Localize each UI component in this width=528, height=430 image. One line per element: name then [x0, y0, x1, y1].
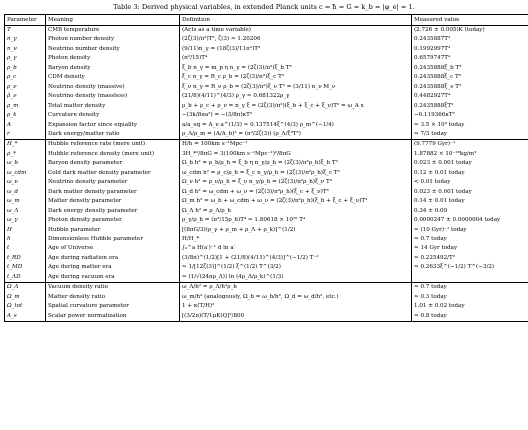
value-cell: 0.12 ± 0.01 today	[412, 169, 528, 178]
value-cell: 0.0000247 ± 0.0000004 today	[412, 216, 528, 225]
table-row	[5, 226, 528, 235]
value-cell: −0.119366κT²	[412, 111, 528, 120]
definition-cell: Ω_ν h² = ρ_ν/ρ_h = ξ_ν n_γ/ρ_h = (2ζ(3)/π²ρ_h)ξ_ν T³	[180, 178, 412, 187]
meaning-cell: Matter density ratio	[46, 293, 180, 302]
parameter-cell: ρ_k	[5, 111, 46, 120]
meaning-cell: CMB temperature	[46, 26, 180, 36]
definition-cell: H/H_*	[180, 235, 412, 244]
meaning-cell: Dark energy density parameter	[46, 207, 180, 216]
table-caption: Table 3: Derived physical variables, in extended Planck units c = ħ = G = k_b = |φ_e| = 1.	[113, 3, 415, 11]
value-cell: (2.726 ± 0.005)K (today)	[412, 26, 528, 36]
parameter-cell: Ω_tot	[5, 302, 46, 311]
value-cell: ≈ 7/3 today	[412, 130, 528, 140]
parameter-cell: ρ_γ	[5, 54, 46, 63]
table-row	[5, 64, 528, 73]
meaning-cell: Total matter density	[46, 102, 180, 111]
meaning-cell: Hubble parameter	[46, 226, 180, 235]
table-body	[5, 26, 528, 322]
definition-cell: ξ_c n_γ = R_c ρ_b = (2ζ(3)/π²)ξ_c T³	[180, 73, 412, 82]
definition-cell: (Acts as a time variable)	[180, 26, 412, 36]
header-definition: Definition	[180, 15, 412, 26]
meaning-cell: Hubble reference density (mere unit)	[46, 150, 180, 159]
table-row	[5, 121, 528, 130]
parameter-cell: H_*	[5, 140, 46, 150]
parameter-cell: Ω_m	[5, 293, 46, 302]
parameter-cell: A_s	[5, 312, 46, 322]
parameter-cell: ω_m	[5, 197, 46, 206]
parameter-cell: n_γ	[5, 35, 46, 44]
parameter-cell: A	[5, 121, 46, 130]
table-row	[5, 283, 528, 293]
parameter-cell: h	[5, 235, 46, 244]
physical-variables-table	[4, 14, 528, 322]
parameter-cell: ρ_c	[5, 73, 46, 82]
definition-cell: Ω_m h² = ω_b + ω_cdm + ω_ν = (2ζ(3)/π²ρ_h)(ξ_b + ξ_c + ξ_ν)T³	[180, 197, 412, 206]
parameter-cell: r	[5, 130, 46, 140]
meaning-cell: Age during radiation era	[46, 254, 180, 263]
meaning-cell: Dimensionless Hubble parameter	[46, 235, 180, 244]
table-row	[5, 216, 528, 225]
definition-cell: H/h = 100km s⁻¹Mpc⁻¹	[180, 140, 412, 150]
meaning-cell: Neutrino number density	[46, 45, 180, 54]
value-cell: ≈ 0.2633ξ^(−1/2) T^(−3/2)	[412, 263, 528, 272]
definition-cell: −(3k/8πa²) = −(3/8π)κT²	[180, 111, 412, 120]
table-row	[5, 244, 528, 253]
table-row	[5, 102, 528, 111]
meaning-cell: Hubble reference rate (mere unit)	[46, 140, 180, 150]
table-row	[5, 130, 528, 140]
meaning-cell: Dark energy/matter ratio	[46, 130, 180, 140]
table-row	[5, 235, 528, 244]
table-row	[5, 45, 528, 54]
table-row	[5, 263, 528, 272]
table-row	[5, 92, 528, 101]
parameter-cell: H	[5, 226, 46, 235]
meaning-cell: CDM density	[46, 73, 180, 82]
table-row	[5, 178, 528, 187]
parameter-cell: ω_γ	[5, 216, 46, 225]
header-meaning: Meaning	[46, 15, 180, 26]
definition-cell: ρ_b + ρ_c + ρ_ν = n_γ ξ = (2ζ(3)/π²)(ξ_b + ξ_c + ξ_ν)T³ = ω_A x	[180, 102, 412, 111]
table-row	[5, 197, 528, 206]
meaning-cell: Age of Universe	[46, 244, 180, 253]
value-cell: 0.14 ± 0.01 today	[412, 197, 528, 206]
value-cell: (9.7779 Gyr)⁻¹	[412, 140, 528, 150]
table-row	[5, 73, 528, 82]
meaning-cell: Age during vacuum era	[46, 273, 180, 283]
definition-cell: ξ_b n_γ = m_p η n_γ = (2ζ(3)/π²)ξ_b T³	[180, 64, 412, 73]
meaning-cell: Baryon density parameter	[46, 159, 180, 168]
parameter-cell: t_RD	[5, 254, 46, 263]
value-cell: ≈ 0.3 today	[412, 293, 528, 302]
definition-cell: (3/8π)^(1/2)[1 + (21/8)(4/11)^(4/3)]^(−1/2) T⁻²	[180, 254, 412, 263]
definition-cell: (21/8)(4/11)^(4/3) ρ_γ ≈ 0.681322ρ_γ	[180, 92, 412, 101]
parameter-cell: ω_b	[5, 159, 46, 168]
table-row	[5, 293, 528, 302]
table-row	[5, 54, 528, 63]
value-cell: ≈ 14 Gyr today	[412, 244, 528, 253]
value-cell: ≈ 0.7 today	[412, 283, 528, 293]
meaning-cell: Baryon density	[46, 64, 180, 73]
table-row	[5, 83, 528, 92]
meaning-cell: Photon number density	[46, 35, 180, 44]
definition-cell: a/a_eq = A_ν a^(1/3) ≈ 0.137514ξ^(4/3) ρ_m^(−1/4)	[180, 121, 412, 130]
value-cell: ≈ 0.7 today	[412, 235, 528, 244]
definition-cell: Ω_Λ h² = ρ_Λ/ρ_h	[180, 207, 412, 216]
table-row	[5, 273, 528, 283]
definition-cell: ω_Λ/h² = ρ_Λ/h²ρ_h	[180, 283, 412, 293]
meaning-cell: Neutrino density (massless)	[46, 92, 180, 101]
value-cell: 0.023 ± 0.001 today	[412, 159, 528, 168]
header-parameter: Parameter	[5, 15, 46, 26]
meaning-cell: Dark matter density parameter	[46, 188, 180, 197]
meaning-cell: Spatial curvature parameter	[46, 302, 180, 311]
value-cell: 0.2435888ξ_b T³	[412, 64, 528, 73]
definition-cell: 3H_*²/8πG = 3(100km s⁻¹Mpc⁻¹)²/8πG	[180, 150, 412, 159]
table-row	[5, 312, 528, 322]
value-cell	[412, 273, 528, 283]
definition-cell: Ω_b h² = ρ_b/ρ_h = ξ_b η n_γ/ρ_h = (2ζ(3)/π²ρ_h)ξ_b T³	[180, 159, 412, 168]
table-row	[5, 169, 528, 178]
value-cell: 0.1992997T³	[412, 45, 528, 54]
value-cell: ≈ (10 Gyr)⁻¹ today	[412, 226, 528, 235]
table-header-row	[5, 15, 528, 26]
value-cell: 0.2435888ξ_c T³	[412, 73, 528, 82]
meaning-cell: Cold dark matter density parameter	[46, 169, 180, 178]
meaning-cell: Expansion factor since equality	[46, 121, 180, 130]
parameter-cell: T	[5, 26, 46, 36]
table-row	[5, 111, 528, 120]
parameter-cell: ρ_b	[5, 64, 46, 73]
parameter-cell: n_ν	[5, 45, 46, 54]
definition-cell: ∫₀^a H(a′)⁻¹ d ln a′	[180, 244, 412, 253]
definition-cell: 1 + κ(T/H)²	[180, 302, 412, 311]
value-cell: 0.34 ± 0.09	[412, 207, 528, 216]
parameter-cell: ρ_ν	[5, 83, 46, 92]
table-row	[5, 26, 528, 36]
parameter-cell: ω_Λ	[5, 207, 46, 216]
meaning-cell: Photon density parameter	[46, 216, 180, 225]
value-cell: 0.6579747T⁴	[412, 54, 528, 63]
parameter-cell: ω_d	[5, 188, 46, 197]
meaning-cell: Curvature density	[46, 111, 180, 120]
definition-cell: Ω_d h² = ω_cdm + ω_ν = (2ζ(3)/π²ρ_h)(ξ_c + ξ_ν)T³	[180, 188, 412, 197]
value-cell: ≈ 3.5 × 10³ today	[412, 121, 528, 130]
value-cell: 0.4482927T⁴	[412, 92, 528, 101]
meaning-cell: Neutrino density parameter	[46, 178, 180, 187]
value-cell: < 0.01 today	[412, 178, 528, 187]
meaning-cell: Neutrino density (massive)	[46, 83, 180, 92]
value-cell: ≈ 0.225492/T²	[412, 254, 528, 263]
meaning-cell: Matter density parameter	[46, 197, 180, 206]
definition-cell: (9/11)n_γ = (18ζ(3)/11π²)T³	[180, 45, 412, 54]
definition-cell: ρ_Λ/ρ_m = (A/A_b)³ = (π²/2ζ(3)) (ρ_Λ/ξ³T³)	[180, 130, 412, 140]
definition-cell: ξ_ν n_γ = R_ν ρ_b = (2ζ(3)/π²)ξ_ν T³ = (3/11) n_ν M_ν	[180, 83, 412, 92]
parameter-cell: ω_cdm	[5, 169, 46, 178]
value-cell: ≈ 0.8 today	[412, 312, 528, 322]
value-cell: 0.2435887T³	[412, 35, 528, 44]
definition-cell: (2ζ(3)/π²)T³, ζ(3) ≈ 1.20206	[180, 35, 412, 44]
value-cell: 1.87882 × 10⁻²⁶kg/m³	[412, 150, 528, 159]
table-row	[5, 35, 528, 44]
meaning-cell: Age during matter era	[46, 263, 180, 272]
parameter-cell: ρ_m	[5, 102, 46, 111]
table-row	[5, 188, 528, 197]
parameter-cell: t_ΛD	[5, 273, 46, 283]
definition-cell: ω_m/h² (analogously, Ω_b = ω_b/h², Ω_d = ω_d/h², etc.)	[180, 293, 412, 302]
parameter-cell: ρ_*	[5, 150, 46, 159]
parameter-cell: ω_ν	[5, 178, 46, 187]
definition-cell: [(8πG/3)(ρ_γ + ρ_m + ρ_Λ + ρ_k)]^(1/2)	[180, 226, 412, 235]
value-cell: 0.2435888ξ_ν T³	[412, 83, 528, 92]
value-cell: 1.01 ± 0.02 today	[412, 302, 528, 311]
definition-cell: ≈ (1/√(24πρ_Λ)) ln (4ρ_Λ/ρ_k)^(1/3)	[180, 273, 412, 283]
table-row	[5, 150, 528, 159]
value-cell: 0.2435888ξT³	[412, 102, 528, 111]
parameter-cell: ρ̃_ν	[5, 92, 46, 101]
meaning-cell: Photon density	[46, 54, 180, 63]
table-row	[5, 302, 528, 311]
definition-cell: ρ_γ/ρ_h = (π²/15ρ_h)T⁴ ≈ 1.80618 × 10¹⁶ T⁴	[180, 216, 412, 225]
header-measured-value: Measured value	[412, 15, 528, 26]
meaning-cell: Vacuum density ratio	[46, 283, 180, 293]
parameter-cell: t	[5, 244, 46, 253]
table-row	[5, 207, 528, 216]
table-row	[5, 159, 528, 168]
definition-cell: ≈ 1/[12ζ(3)]^(1/2) ξ^(1/2) T^(3/2)	[180, 263, 412, 272]
meaning-cell: Scalar power normalization	[46, 312, 180, 322]
definition-cell: (π²/15)T⁴	[180, 54, 412, 63]
definition-cell: [(3/2π)(T/1μK)Q]²/800	[180, 312, 412, 322]
table-row	[5, 140, 528, 150]
parameter-cell: t_MD	[5, 263, 46, 272]
definition-cell: ω_cdm h² = ρ_c/ρ_h = ξ_c n_γ/ρ_h = (2ζ(3)/π²ρ_h)ξ_c T³	[180, 169, 412, 178]
value-cell: 0.023 ± 0.001 today	[412, 188, 528, 197]
table-row	[5, 254, 528, 263]
parameter-cell: Ω_Λ	[5, 283, 46, 293]
